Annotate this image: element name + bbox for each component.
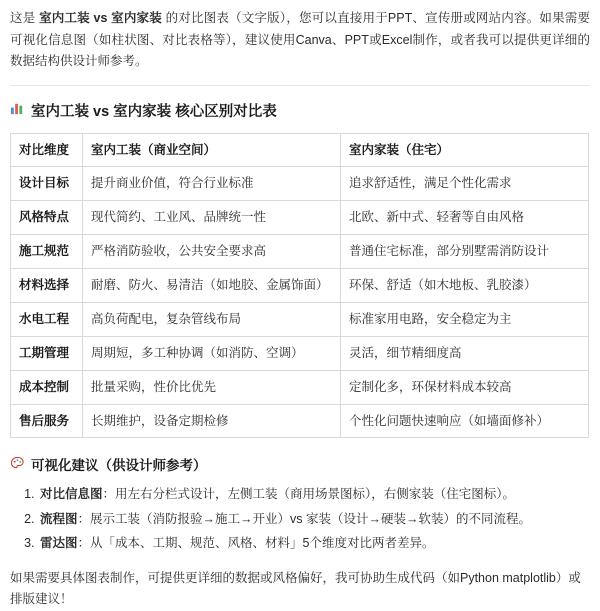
table-cell: 环保、舒适（如木地板、乳胶漆） (341, 269, 589, 303)
table-cell: 水电工程 (11, 302, 83, 336)
table-cell: 长期维护，设备定期检修 (83, 404, 341, 438)
table-cell: 批量采购，性价比优先 (83, 370, 341, 404)
table-row (11, 201, 589, 235)
table-cell: 耐磨、防火、易清洁（如地胶、金属饰面） (83, 269, 341, 303)
table-header-cell: 对比维度 (11, 133, 83, 167)
list-item (38, 482, 590, 506)
list-item (38, 507, 590, 531)
suggestions-section-heading (10, 454, 590, 474)
bar-chart-icon (10, 101, 25, 120)
list-item-bold: 对比信息图 (40, 487, 103, 502)
table-cell: 灵活，细节精细度高 (341, 336, 589, 370)
table-cell: 周期短，多工种协调（如消防、空调） (83, 336, 341, 370)
list-item-bold: 流程图 (40, 511, 78, 526)
table-row (11, 302, 589, 336)
table-cell: 高负荷配电，复杂管线布局 (83, 302, 341, 336)
table-header-row (11, 133, 589, 167)
section-divider (10, 85, 590, 86)
list-item-text: ：用左右分栏式设计，左侧工装（商用场景图标），右侧家装（住宅图标）。 (102, 487, 516, 502)
table-header-cell: 室内工装（商业空间） (83, 133, 341, 167)
table-cell: 普通住宅标准，部分别墅需消防设计 (341, 235, 589, 269)
table-cell: 现代简约、工业风、品牌统一性 (83, 201, 341, 235)
table-row (11, 404, 589, 438)
table-cell: 设计目标 (11, 167, 83, 201)
table-cell: 个性化问题快速响应（如墙面修补） (341, 404, 589, 438)
intro-lead-before: 这是 (10, 11, 40, 25)
table-cell: 风格特点 (11, 201, 83, 235)
list-item-text: ：从「成本、工期、规范、风格、材料」5个维度对比两者差异。 (77, 536, 435, 551)
table-cell: 成本控制 (11, 370, 83, 404)
closing-paragraph: 如果需要具体图表制作，可提供更详细的数据或风格偏好，我可协助生成代码（如Python matplotlib）或排版建议！ (10, 570, 581, 606)
table-header (11, 133, 589, 167)
table-row (11, 370, 589, 404)
table-cell: 施工规范 (11, 235, 83, 269)
table-row (11, 167, 589, 201)
table-row (11, 235, 589, 269)
list-item-bold: 雷达图 (40, 536, 78, 551)
art-palette-icon (10, 456, 25, 474)
intro-lead-bold: 室内工装 vs 室内家装 (39, 11, 162, 25)
comparison-section-title: 室内工装 vs 室内家装 核心区别对比表 (31, 103, 277, 120)
table-cell: 工期管理 (11, 336, 83, 370)
table-cell: 提升商业价值，符合行业标准 (83, 167, 341, 201)
comparison-section-heading (10, 100, 590, 121)
comparison-table (10, 133, 589, 439)
table-row (11, 336, 589, 370)
intro-paragraph (10, 8, 590, 73)
list-item (38, 531, 590, 555)
table-header-cell: 室内家装（住宅） (341, 133, 589, 167)
suggestions-list (10, 482, 590, 555)
table-cell: 材料选择 (11, 269, 83, 303)
table-row (11, 269, 589, 303)
table-body (11, 167, 589, 438)
table-cell: 追求舒适性，满足个性化需求 (341, 167, 589, 201)
list-item-text: ：展示工装（消防报验→施工→开业）vs 家装（设计→硬装→软装）的不同流程。 (77, 511, 531, 526)
table-cell: 标准家用电路，安全稳定为主 (341, 302, 589, 336)
suggestions-section-title: 可视化建议（供设计师参考） (31, 458, 207, 474)
intro-lead-after: 的对比图表（文字版），您可以直接用于PPT、宣传册或网站内容。如果需要可视化信息图（如柱状图、对比表格等），建议使用Canva、PPT或Excel制作，或者我可以提供更详细的数据结构供设计师参考。 (10, 11, 590, 68)
table-cell: 售后服务 (11, 404, 83, 438)
table-cell: 定制化多，环保材料成本较高 (341, 370, 589, 404)
table-cell: 北欧、新中式、轻奢等自由风格 (341, 201, 589, 235)
table-cell: 严格消防验收，公共安全要求高 (83, 235, 341, 269)
